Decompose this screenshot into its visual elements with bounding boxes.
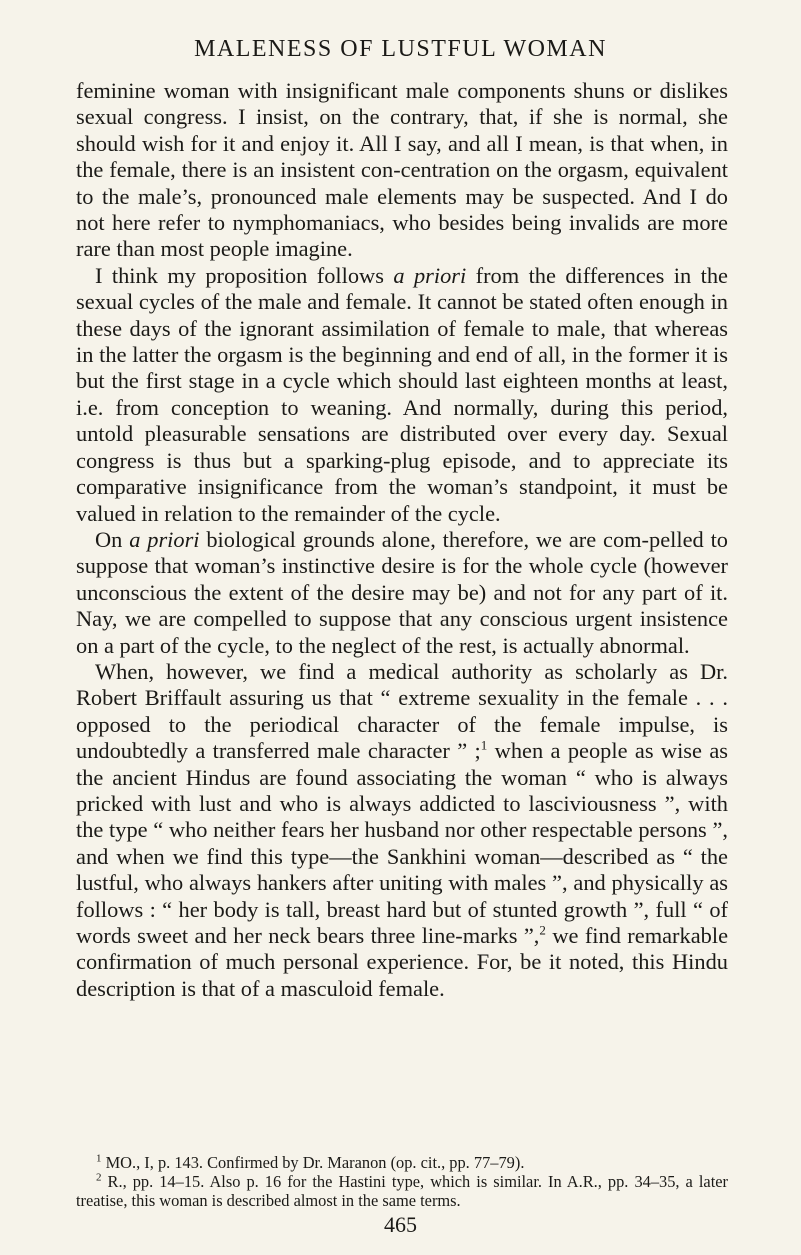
paragraph-2 xyxy=(76,263,728,527)
footnote-1-text: MO., I, p. 143. Confirmed by Dr. Maranon (op. cit., pp. 77–79). xyxy=(101,1153,525,1172)
footnote-1 xyxy=(76,1153,728,1172)
italic-a-priori: a priori xyxy=(129,526,200,552)
paragraph-4-text-c: we find remarkable confirmation of much personal experience. For, be it noted, this Hindu description is that of a masculoid female. xyxy=(76,923,729,1001)
paragraph-2-text-a: I think my proposition follows xyxy=(95,262,394,288)
body-text xyxy=(76,78,728,1002)
footnote-2-text: R., pp. 14–15. Also p. 16 for the Hastini type, which is similar. In A.R., pp. 34–35, a later treatise, this woman is described almost in the same terms. xyxy=(76,1172,728,1210)
footnotes xyxy=(76,1153,728,1210)
paragraph-3-text-a: On xyxy=(95,526,130,552)
paragraph-4 xyxy=(76,659,728,1002)
paragraph-2-text-b: from the differences in the sexual cycles of the male and female. It cannot be stated often enough in these days of the ignorant assimilation of female to male, that whereas in the latter the orgasm is the beginning and end of all, in the former it is but the first stage in a cycle which should last eighteen months at least, i.e. from conception to weaning. And normally, during this period, untold pleasurable sensations are distributed over every day. Sexual congress is thus but a sparking-plug episode, and to appreciate its comparative insignificance from the woman’s standpoint, it must be valued in relation to the remainder of the cycle. xyxy=(76,262,728,526)
paragraph-4-text-a: When, however, we find a medical authority as scholarly as Dr. Robert Briffault assuring us that “ extreme sexuality in the female . . . opposed to the periodical character of the female impulse, is undoubtedly a transferred male character ” ; xyxy=(76,658,728,764)
footnote-marker-1: 1 xyxy=(96,1152,102,1165)
footnote-reference-2: 2 xyxy=(539,922,546,938)
paragraph-1: feminine woman with insignificant male components shuns or dislikes sexual congress. I insist, on the contrary, that, if she is normal, she should wish for it and enjoy it. All I say, and all I mean, is that when, in the female, there is an insistent con-centration on the orgasm, equivalent to the male’s, pronounced male elements may be suspected. And I do not here refer to nymphomaniacs, who besides being invalids are more rare than most people imagine. xyxy=(76,78,728,262)
footnote-marker-2: 2 xyxy=(96,1171,102,1184)
paragraph-4-text-b: when a people as wise as the ancient Hindus are found associating the woman “ who is always pricked with lust and who is always addicted to lasciviousness ”, with the type “ who neither fears her husband nor other respectable persons ”, and when we find this type—the Sankhini woman—described as “ the lustful, who always hankers after uniting with males ”, and physically as follows : “ her body is tall, breast hard but of stunted growth ”, full “ of words sweet and her neck bears three line-marks ”, xyxy=(76,738,728,948)
footnote-2 xyxy=(76,1172,728,1210)
running-head: MALENESS OF LUSTFUL WOMAN xyxy=(194,36,607,62)
paragraph-3 xyxy=(76,527,728,659)
footnote-reference-1: 1 xyxy=(480,737,488,753)
page-number: 465 xyxy=(384,1212,417,1237)
italic-a-priori: a priori xyxy=(393,262,467,288)
paragraph-3-text-b: biological grounds alone, therefore, we are com-pelled to suppose that woman’s instinctive desire is for the whole cycle (however unconscious the extent of the desire may be) and not for any part of it. Nay, we are compelled to suppose that any conscious urgent insistence on a part of the cycle, to the neglect of the rest, is actually abnormal. xyxy=(76,526,728,658)
